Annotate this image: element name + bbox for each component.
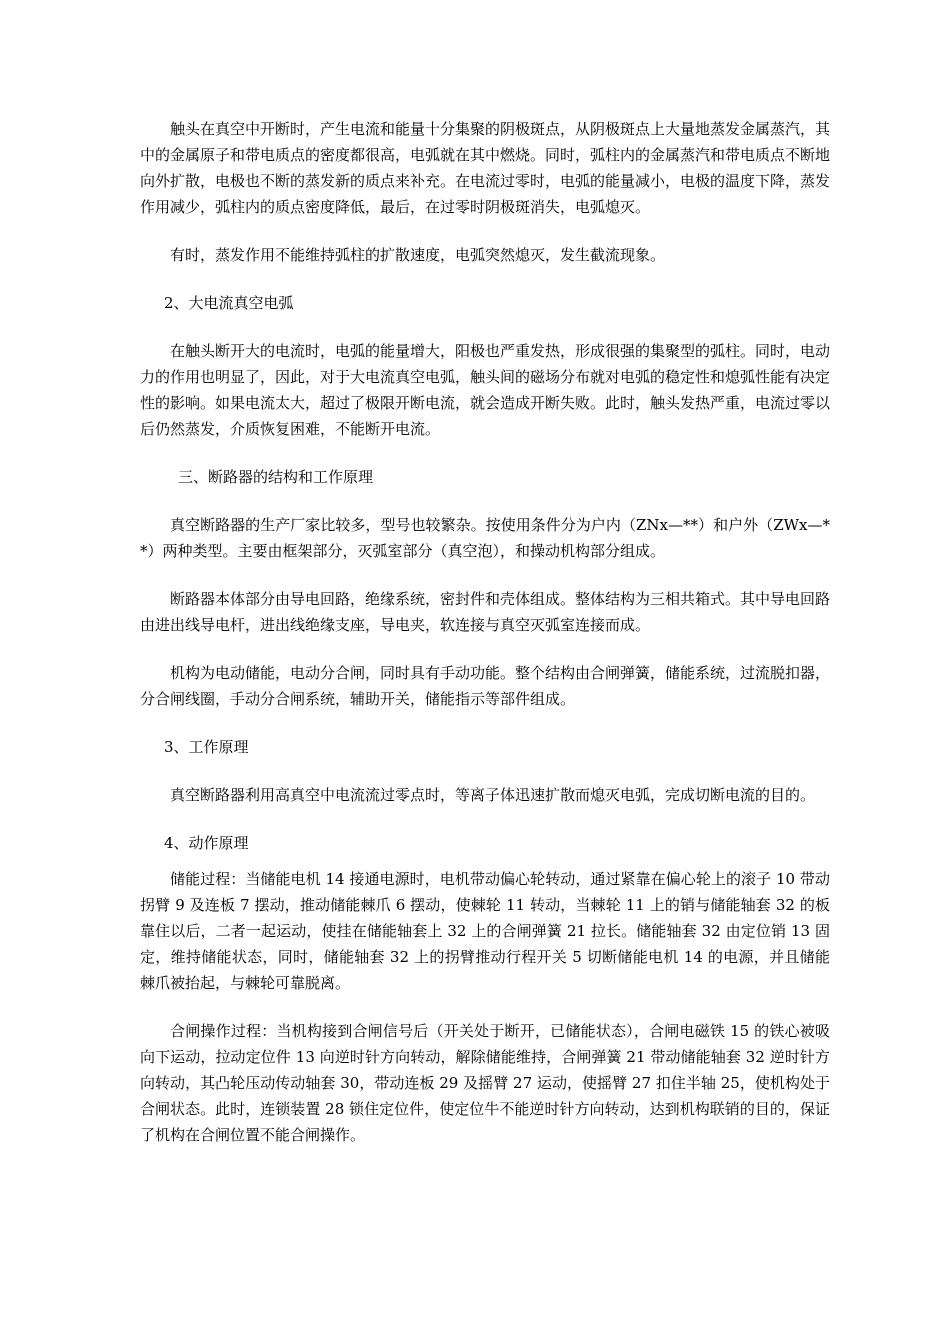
section-heading-action-principle: 4、动作原理 (164, 834, 249, 852)
document-page (140, 116, 830, 1148)
section-heading-structure-principle: 三、断路器的结构和工作原理 (178, 468, 374, 486)
paragraph-closing-operation-process: 合闸操作过程：当机构接到合闸信号后（开关处于断开，已储能状态），合闸电磁铁 15 的铁心被吸向下运动，拉动定位件 13 向逆时针方向转动，解除储能维持，合闸弹簧 21 带动储能轴套 32 逆时针方向转动，其凸轮压动传动轴套 30，带动连板 29 及摇臂 27 运动，使摇臂 27 扣住半轴 25，使机构处于合闸状态。此时，连锁装置 28 锁住定位件，使定位牛不能逆时针方向转动，达到机构联销的目的，保证了机构在合闸位置不能合闸操作。 (140, 1022, 830, 1144)
paragraph-manufacturers-types: 真空断路器的生产厂家比较多，型号也较繁杂。按使用条件分为户内（ZNx—**）和户外（ZWx—**）两种类型。主要由框架部分，灭弧室部分（真空泡），和操动机构部分组成。 (140, 516, 830, 560)
section-heading-working-principle: 3、工作原理 (164, 738, 249, 756)
paragraph-energy-storage-process: 储能过程：当储能电机 14 接通电源时，电机带动偏心轮转动，通过紧靠在偏心轮上的滚子 10 带动拐臂 9 及连板 7 摆动，推动储能棘爪 6 摆动，使棘轮 11 转动，当棘轮 11 上的销与储能轴套 32 的板靠住以后，二者一起运动，使挂在储能轴套上 32 上的合闸弹簧 21 拉长。储能轴套 32 由定位销 13 固定，维持储能状态，同时，储能轴套 32 上的拐臂推动行程开关 5 切断储能电机 14 的电源，并且储能棘爪被抬起，与棘轮可靠脱离。 (140, 870, 830, 992)
paragraph-current-chopping: 有时，蒸发作用不能维持弧柱的扩散速度，电弧突然熄灭，发生截流现象。 (170, 246, 666, 264)
paragraph-working-principle: 真空断路器利用高真空中电流流过零点时，等离子体迅速扩散而熄灭电弧，完成切断电流的目的。 (170, 786, 816, 804)
paragraph-large-current-arc: 在触头断开大的电流时，电弧的能量增大，阳极也严重发热，形成很强的集聚型的弧柱。同时，电动力的作用也明显了，因此，对于大电流真空电弧，触头间的磁场分布就对电弧的稳定性和熄弧性能有决定性的影响。如果电流太大，超过了极限开断电流，就会造成开断失败。此时，触头发热严重，电流过零以后仍然蒸发，介质恢复困难，不能断开电流。 (140, 342, 831, 438)
paragraph-vacuum-arc-extinction: 触头在真空中开断时，产生电流和能量十分集聚的阴极斑点，从阴极斑点上大量地蒸发金属蒸汽，其中的金属原子和带电质点的密度都很高，电弧就在其中燃烧。同时，弧柱内的金属蒸汽和带电质点不断地向外扩散，电极也不断的蒸发新的质点来补充。在电流过零时，电弧的能量减小，电极的温度下降，蒸发作用减少，弧柱内的质点密度降低，最后，在过零时阴极斑消失，电弧熄灭。 (140, 120, 831, 216)
paragraph-breaker-body: 断路器本体部分由导电回路，绝缘系统，密封件和壳体组成。整体结构为三相共箱式。其中导电回路由进出线导电杆，进出线绝缘支座，导电夹，软连接与真空灭弧室连接而成。 (140, 590, 831, 634)
section-heading-large-current-arc: 2、大电流真空电弧 (164, 294, 294, 312)
paragraph-mechanism: 机构为电动储能，电动分合闸，同时具有手动功能。整个结构由合闸弹簧，储能系统，过流脱扣器，分合闸线圈，手动分合闸系统，辅助开关，储能指示等部件组成。 (140, 664, 831, 708)
